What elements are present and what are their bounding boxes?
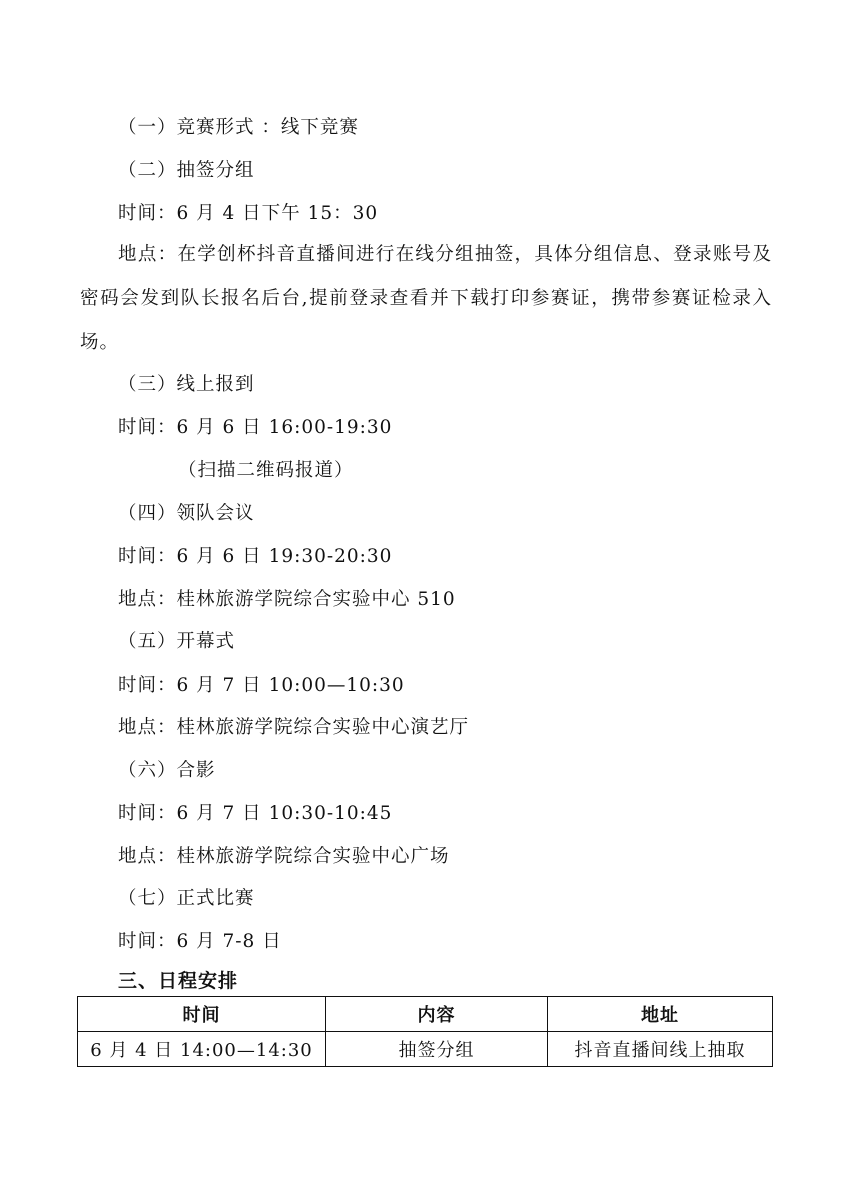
heading-competition-form: （一）竞赛形式 ：线下竞赛 bbox=[118, 117, 359, 138]
draw-grouping-time: 时间：6 月 4 日下午 15：30 bbox=[118, 203, 379, 224]
schedule-table bbox=[77, 996, 773, 1067]
heading-online-checkin: （三）线上报到 bbox=[118, 374, 255, 395]
heading-opening-ceremony: （五）开幕式 bbox=[118, 631, 236, 652]
table-row bbox=[78, 1032, 773, 1067]
heading-draw-grouping: （二）抽签分组 bbox=[118, 160, 255, 181]
opening-ceremony-place: 地点：桂林旅游学院综合实验中心演艺厅 bbox=[118, 717, 470, 738]
column-header-time: 时间 bbox=[78, 997, 326, 1032]
table-header-row bbox=[78, 997, 773, 1032]
column-header-content: 内容 bbox=[326, 997, 548, 1032]
cell-content: 抽签分组 bbox=[326, 1032, 548, 1067]
group-photo-time: 时间：6 月 7 日 10:30-10:45 bbox=[118, 803, 393, 824]
leader-meeting-time: 时间：6 月 6 日 19:30-20:30 bbox=[118, 546, 393, 567]
leader-meeting-place: 地点：桂林旅游学院综合实验中心 510 bbox=[118, 589, 456, 610]
draw-grouping-place: 地点：在学创杯抖音直播间进行在线分组抽签，具体分组信息、登录账号及密码会发到队长报名后台,提前登录查看并下载打印参赛证，携带参赛证检录入场。 bbox=[80, 244, 772, 353]
heading-official-competition: （七）正式比赛 bbox=[118, 888, 255, 909]
cell-address: 抖音直播间线上抽取 bbox=[548, 1032, 773, 1067]
online-checkin-note: （扫描二维码报道） bbox=[178, 460, 354, 481]
cell-time: 6 月 4 日 14:00—14:30 bbox=[78, 1032, 326, 1067]
column-header-address: 地址 bbox=[548, 997, 773, 1032]
group-photo-place: 地点：桂林旅游学院综合实验中心广场 bbox=[118, 846, 450, 867]
heading-leader-meeting: （四）领队会议 bbox=[118, 503, 255, 524]
online-checkin-time: 时间：6 月 6 日 16:00-19:30 bbox=[118, 417, 393, 438]
opening-ceremony-time: 时间：6 月 7 日 10:00—10:30 bbox=[118, 675, 405, 696]
official-competition-time: 时间：6 月 7-8 日 bbox=[118, 931, 282, 952]
schedule-section-title: 三、日程安排 bbox=[118, 970, 239, 992]
heading-group-photo: （六）合影 bbox=[118, 760, 216, 781]
